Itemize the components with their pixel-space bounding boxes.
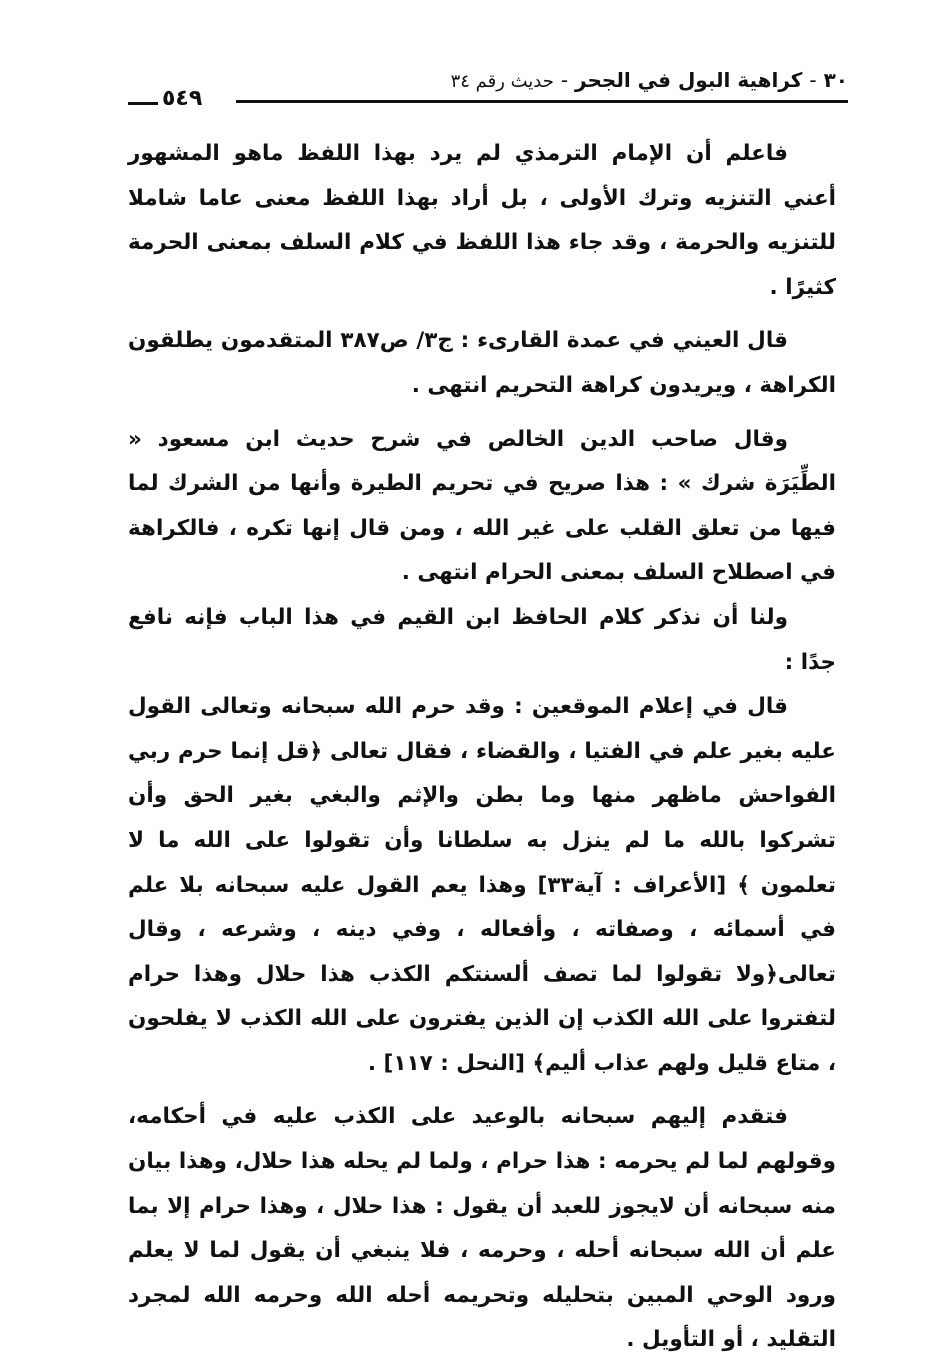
- paragraph-3: وقال صاحب الدين الخالص في شرح حديث ابن مسعود « الطِّيَرَة شرك » : هذا صريح في تحريم الطيرة وأنها من الشرك لما فيها من تعلق القلب على غير الله ، ومن قال إنها تكره ، فالكراهة في اصطلاح السلف بمعنى الحرام انتهى .: [128, 426, 836, 586]
- chapter-number: ٣٠: [823, 68, 848, 92]
- paragraph-2: قال العيني في عمدة القارىء : ج٣/ ص٣٨٧ المتقدمون يطلقون الكراهة ، ويريدون كراهة التحريم انتهى .: [128, 328, 836, 398]
- chapter-title: كراهية البول في الجحر: [575, 68, 803, 92]
- paragraph-4: ولنا أن نذكر كلام الحافظ ابن القيم في هذا الباب فإنه نافع جدًا :: [128, 604, 836, 675]
- page-number: ٥٤٩: [162, 86, 203, 111]
- header-title: [451, 68, 848, 92]
- header-rule: [236, 100, 848, 103]
- paragraph-6: فتقدم إليهم سبحانه بالوعيد على الكذب عليه في أحكامه، وقولهم لما لم يحرمه : هذا حرام ، ولما لم يحله هذا حلال، وهذا بيان منه سبحانه أن لايجوز للعبد أن يقول : هذا حلال ، وهذا حرام إلا بما علم أن الله سبحانه أحله ، وحرمه ، فلا ينبغي أن يقول لما لا يعلم ورود الوحي المبين بتحليله وتحريمه أحله الله وحرمه الله لمجرد التقليد ، أو التأويل .: [128, 1104, 836, 1353]
- hadith-reference: حديث رقم ٣٤: [450, 71, 554, 92]
- running-header: [118, 62, 848, 118]
- header-separator: -: [809, 68, 817, 92]
- header-dash: -: [560, 68, 569, 92]
- paragraph-1: فاعلم أن الإمام الترمذي لم يرد بهذا اللفظ ماهو المشهور أعني التنزيه وترك الأولى ، بل أراد بهذا اللفظ معنى عاما شاملا للتنزيه والحرمة ، وقد جاء هذا اللفظ في كلام السلف بمعنى الحرمة كثيرًا .: [128, 141, 836, 300]
- paragraph-5: قال في إعلام الموقعين : وقد حرم الله سبحانه وتعالى القول عليه بغير علم في الفتيا ، والقضاء ، فقال تعالى ﴿قل إنما حرم ربي الفواحش ماظهر منها وما بطن والإثم والبغي بغير الحق وأن تشركوا بالله ما لم ينزل به سلطانا وأن تقولوا على الله ما لا تعلمون ﴾ [الأعراف : آية٣٣] وهذا يعم القول عليه سبحانه بلا علم في أسمائه ، وصفاته ، وأفعاله ، وفي دينه ، وشرعه ، وقال تعالى﴿ولا تقولوا لما تصف ألسنتكم الكذب هذا حلال وهذا حرام لتفتروا على الله الكذب إن الذين يفترون على الله الكذب لا يفلحون ، متاع قليل ولهم عذاب أليم﴾ [النحل : ١١٧] .: [128, 694, 837, 1076]
- page-number-rule: [128, 102, 158, 105]
- page-body: [128, 132, 836, 1363]
